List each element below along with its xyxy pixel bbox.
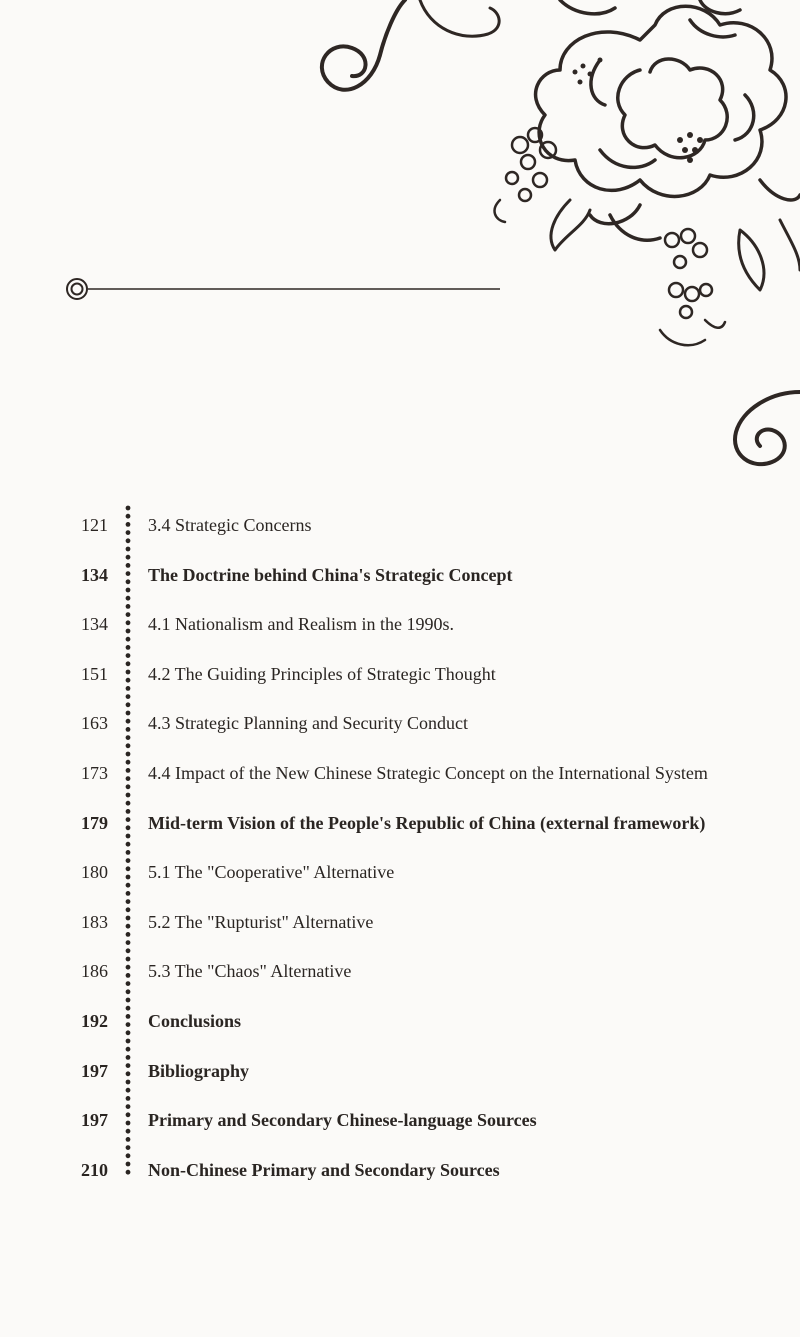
floral-ornament-icon [0,0,800,480]
separator-dot [126,998,131,1003]
toc-entry [0,956,800,986]
separator-dot [126,1137,131,1142]
toc-entry [0,659,800,689]
toc-entry [0,708,800,738]
separator-dot [126,850,131,855]
toc-page-number: 179 [81,812,108,833]
toc-page-number: 210 [81,1159,108,1180]
toc-page-number: 173 [81,763,108,783]
toc-title: Conclusions [148,1011,242,1031]
toc-title: 5.3 The "Chaos" Alternative [148,961,352,982]
toc-title: Primary and Secondary Chinese-language Sources [148,1110,537,1131]
decorative-rule [64,276,504,302]
separator-dot [126,1145,131,1150]
toc-entry [0,758,800,788]
toc-entry [0,1006,800,1036]
toc-title: 4.4 Impact of the New Chinese Strategic Concept on the International System [148,763,708,783]
toc-title: Non-Chinese Primary and Secondary Sources [148,1159,500,1180]
separator-dot [126,891,131,896]
separator-dot [126,694,131,699]
separator-dot [126,743,131,748]
toc-entry [0,808,800,838]
separator-dot [126,596,131,601]
separator-dot [126,547,131,552]
toc-title: 5.1 The "Cooperative" Alternative [148,862,395,883]
separator-dot [126,1088,131,1093]
toc-page-number: 186 [81,961,108,982]
toc-page-number: 134 [81,564,108,585]
separator-dot [126,1039,131,1044]
separator-dot [126,801,131,806]
toc-title: The Doctrine behind China's Strategic Concept [148,564,513,585]
toc-title: 5.2 The "Rupturist" Alternative [148,911,374,932]
toc-entry [0,907,800,937]
toc-page-number: 197 [81,1110,108,1131]
separator-dot [126,653,131,658]
toc-title: Bibliography [148,1060,250,1081]
toc-page-number: 163 [81,713,108,734]
toc-entry [0,560,800,590]
toc-title: Mid-term Vision of the People's Republic of China (external framework) [148,812,706,833]
toc-page-number: 192 [81,1011,108,1031]
separator-dot [126,948,131,953]
toc-title: 3.4 Strategic Concerns [148,515,312,535]
separator-dot [126,1096,131,1101]
toc-page-number: 180 [81,862,108,883]
toc-title: 4.1 Nationalism and Realism in the 1990s. [148,614,454,635]
toc-page-number: 197 [81,1060,108,1081]
toc-page-number: 151 [81,663,108,684]
separator-dot [126,752,131,757]
separator-dot [126,604,131,609]
toc-title: 4.2 The Guiding Principles of Strategic Thought [148,663,496,684]
separator-dot [126,793,131,798]
concentric-circle-icon [67,279,87,299]
toc-entry [0,857,800,887]
toc-title: 4.3 Strategic Planning and Security Conduct [148,713,468,734]
separator-dot [126,1047,131,1052]
separator-dot [126,940,131,945]
separator-dot [126,842,131,847]
toc-page-number: 183 [81,911,108,932]
toc-page-number: 121 [81,515,108,535]
toc-entry [0,510,800,540]
separator-dot [126,899,131,904]
separator-dot [126,989,131,994]
separator-dot [126,702,131,707]
toc-entry [0,609,800,639]
toc-entry [0,1056,800,1086]
toc-entry [0,1155,800,1185]
separator-dot [126,645,131,650]
toc-entry [0,1105,800,1135]
toc-page-number: 134 [81,614,108,635]
